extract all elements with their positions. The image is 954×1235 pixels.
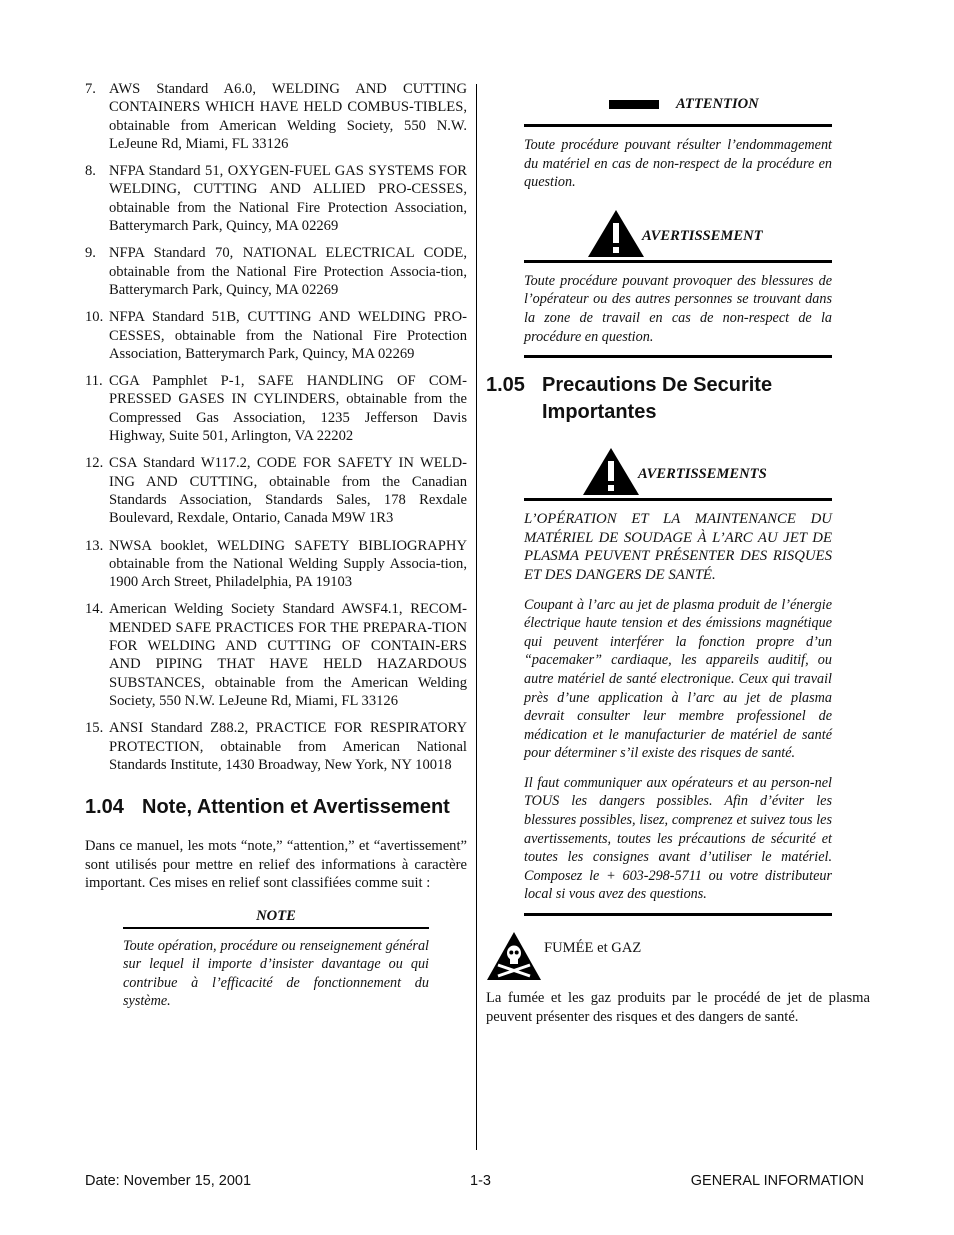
attention-bar-icon (609, 100, 659, 109)
avertissement-text: Toute procédure pouvant provoquer des blessures de l’opérateur ou des autres personnes se trouvant dans la zone de travail en cas de non-respect de la procédure en question. (524, 272, 832, 345)
pacemaker-warning-text: Coupant à l’arc au jet de plasma produit de l’énergie électrique haute tension et des émissions magnétique qui peuvent interférer la fonction propre d’un “pacemaker” cardiaque, les appareils auditif, ou autre matériel de santé electronique. Ceux qui travail près d’une application à l’arc au jet de plasma devrait consulter leur membre professionel de médication et le manufacturier de matériel de santé pour déterminer s’il existe des risques de santé. (524, 596, 832, 762)
avertissements-label: AVERTISSEMENTS (638, 466, 767, 483)
avertissement-box (524, 208, 832, 358)
list-item: 7. AWS Standard A6.0, WELDING AND CUTTING CONTAINERS WHICH HAVE HELD COMBUS-TIBLES, obtainable from American Welding Society, 550 N.W. LeJeune Rd, Miami, FL 33126 (85, 81, 467, 152)
footer-section: GENERAL INFORMATION (690, 1173, 864, 1189)
list-item: 13. NWSA booklet, WELDING SAFETY BIBLIOGRAPHY obtainable from the National Welding Supply Associa-tion, 1900 Arch Street, Philadelphia, PA 19103 (85, 537, 467, 591)
warning-triangle-icon (586, 208, 646, 258)
fume-text: La fumée et les gaz produits par le procédé de jet de plasma peuvent présenter des risques et des dangers de santé. (486, 990, 870, 1025)
footer-date: Date: November 15, 2001 (85, 1173, 252, 1189)
list-item: 15. ANSI Standard Z88.2, PRACTICE FOR RESPIRATORY PROTECTION, obtainable from American National Standards Institute, 1430 Broadway, New York, NY 10018 (85, 720, 467, 773)
avertissements-rule-top (524, 498, 832, 501)
list-item: 14. American Welding Society Standard AWSF4.1, RECOM-MENDED SAFE PRACTICES FOR THE PREPARA-TION FOR WELDING AND CUTTING OF CONTAIN-ERS AND PIPING THAT HAVE HELD HAZARDOUS SUBSTANCES, obtainable from the American Welding Society, 550 N.W. LeJeune Rd, Miami, FL 33126 (85, 601, 467, 709)
section-heading-1-05: 1.05 Precautions De Securite Importantes (486, 374, 773, 424)
note-text: Toute opération, procédure ou renseignement général sur lequel il importe d’insister davantage ou qui contribue à l’efficacité de fonctionnement du système. (123, 937, 429, 1010)
skull-crossbones-icon (486, 931, 542, 981)
section-heading-1-04: 1.04 Note, Attention et Avertissement (85, 796, 450, 819)
reference-list (85, 80, 467, 774)
avertissements-rule-bottom (524, 913, 832, 916)
caps-warning-text: L’OPÉRATION ET LA MAINTENANCE DU MATÉRIEL DE SOUDAGE À L’ARC AU JET DE PLASMA PEUVENT PRÉSENTER DES RISQUES ET DES DANGERS DE SANTÉ. (524, 511, 832, 583)
warning-triangle-icon (581, 446, 641, 496)
note-rule (123, 927, 429, 929)
list-item: 11. CGA Pamphlet P-1, SAFE HANDLING OF COM-PRESSED GASES IN CYLINDERS, obtainable from the Compressed Gas Association, 1235 Jefferson Davis Highway, Suite 501, Arlington, VA 22202 (85, 373, 467, 445)
list-item: 9. NFPA Standard 70, NATIONAL ELECTRICAL CODE, obtainable from the National Fire Protection Associa-tion, Batterymarch Park, Quincy, MA 02269 (85, 245, 467, 298)
avertissement-rule-bottom (524, 355, 832, 358)
page-number: 1-3 (470, 1173, 491, 1189)
attention-label: ATTENTION (676, 96, 759, 112)
attention-box (524, 80, 832, 192)
communication-warning-text: Il faut communiquer aux opérateurs et au person-nel TOUS les dangers possibles. Afin d’éviter les blessures possibles, lisez, comprenez et suivez tous les avertissements, toutes les précautions de sécurité et toutes les consignes avant d’utiliser le matériel. Composez le + 603-298-5711 ou votre distributeur local si vous avez des questions. (524, 774, 832, 903)
avertissement-rule-top (524, 260, 832, 263)
avertissements-box (524, 446, 832, 916)
column-divider (476, 84, 477, 1150)
fume-label: FUMÉE et GAZ (544, 940, 642, 957)
fume-header (486, 931, 870, 989)
list-item: 12. CSA Standard W117.2, CODE FOR SAFETY IN WELD-ING AND CUTTING, obtainable from the Canadian Standards Association, Standards Sales, 178 Rexdale Boulevard, Rexdale, Ontario, Canada M9W 1R3 (85, 455, 467, 527)
note-box (123, 907, 429, 1011)
list-item: 8. NFPA Standard 51, OXYGEN-FUEL GAS SYSTEMS FOR WELDING, CUTTING AND ALLIED PRO-CESSES, obtainable from the National Fire Protection Association, Batterymarch Park, Quincy, MA 02269 (85, 163, 467, 235)
avertissement-label: AVERTISSEMENT (642, 227, 763, 244)
section-intro: Dans ce manuel, les mots “note,” “attention,” et “avertissement” sont utilisés pour mettre en relief des informations à caractère important. Ces mises en relief sont classifiées comme suit : (85, 838, 467, 892)
list-item: 10. NFPA Standard 51B, CUTTING AND WELDING PRO-CESSES, obtainable from the National Fire Protection Association, Batterymarch Park, Quincy, MA 02269 (85, 309, 467, 362)
note-label: NOTE (256, 907, 296, 924)
right-column (486, 80, 870, 1026)
attention-text: Toute procédure pouvant résulter l’endommagement du matériel en cas de non-respect de la procédure en question. (524, 137, 832, 191)
attention-rule (524, 124, 832, 127)
left-column (85, 80, 467, 1011)
